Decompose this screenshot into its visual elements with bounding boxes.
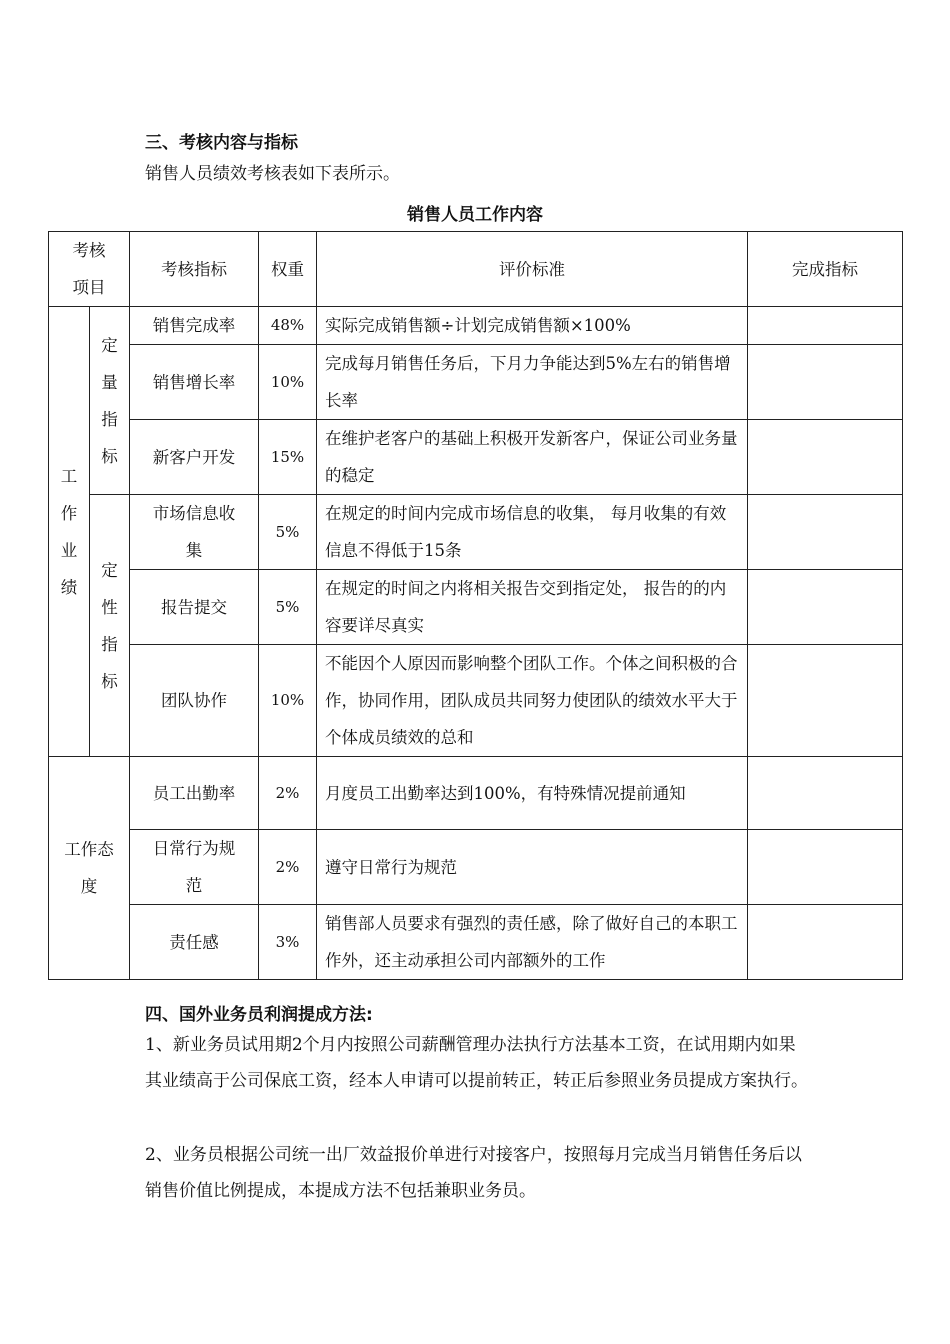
group-work-performance xyxy=(49,307,90,757)
subgroup-quantitative xyxy=(90,307,130,495)
criteria-cell: 在维护老客户的基础上积极开发新客户，保证公司业务量的稳定 xyxy=(317,420,748,495)
section-3-title: 三、考核内容与指标 xyxy=(145,133,298,153)
section-3-intro: 销售人员绩效考核表如下表所示。 xyxy=(145,164,400,184)
table-row xyxy=(49,570,903,645)
criteria-cell: 不能因个人原因而影响整个团队工作。个体之间积极的合作，协同作用，团队成员共同努力使团队的绩效水平大于个体成员绩效的总和 xyxy=(317,645,748,757)
indicator-line1: 日常行为规 xyxy=(152,839,236,858)
indicator-line2: 集 xyxy=(185,541,203,560)
group-work-attitude xyxy=(49,757,130,980)
criteria-cell: 完成每月销售任务后，下月力争能达到5%左右的销售增长率 xyxy=(317,345,748,420)
header-criteria: 评价标准 xyxy=(317,232,748,307)
table-header-row xyxy=(49,232,903,307)
header-item-line2: 项目 xyxy=(72,278,106,297)
completion-cell[interactable] xyxy=(748,420,903,495)
section-4-paragraph-2: 2、业务员根据公司统一出厂效益报价单进行对接客户，按照每月完成当月销售任务后以销售价值比例提成，本提成方法不包括兼职业务员。 xyxy=(145,1145,802,1201)
indicator-cell: 销售增长率 xyxy=(130,345,259,420)
completion-cell[interactable] xyxy=(748,905,903,980)
indicator-line2: 范 xyxy=(185,876,203,895)
criteria-cell: 实际完成销售额÷计划完成销售额×100% xyxy=(317,307,748,345)
completion-cell[interactable] xyxy=(748,570,903,645)
weight-cell: 48% xyxy=(259,307,317,345)
table-row xyxy=(49,757,903,830)
completion-cell[interactable] xyxy=(748,645,903,757)
group-work-label: 工作业绩 xyxy=(60,466,78,597)
weight-cell: 2% xyxy=(259,830,317,905)
header-indicator: 考核指标 xyxy=(130,232,259,307)
subgroup-qualitative xyxy=(90,495,130,757)
table-row xyxy=(49,830,903,905)
header-assessment-item xyxy=(49,232,130,307)
table-row xyxy=(49,905,903,980)
completion-cell[interactable] xyxy=(748,830,903,905)
indicator-cell: 责任感 xyxy=(130,905,259,980)
completion-cell[interactable] xyxy=(748,307,903,345)
weight-cell: 2% xyxy=(259,757,317,830)
indicator-cell: 员工出勤率 xyxy=(130,757,259,830)
indicator-cell: 报告提交 xyxy=(130,570,259,645)
header-item-line1: 考核 xyxy=(72,241,106,260)
indicator-line1: 市场信息收 xyxy=(152,504,236,523)
group-attitude-line1: 工作态 xyxy=(64,840,114,859)
indicator-cell xyxy=(130,495,259,570)
criteria-cell: 销售部人员要求有强烈的责任感，除了做好自己的本职工作外，还主动承担公司内部额外的工作 xyxy=(317,905,748,980)
table-row xyxy=(49,420,903,495)
criteria-cell: 月度员工出勤率达到100%，有特殊情况提前通知 xyxy=(317,757,748,830)
subgroup-qual-label: 定性指标 xyxy=(101,560,118,691)
header-weight: 权重 xyxy=(259,232,317,307)
group-attitude-line2: 度 xyxy=(80,877,98,896)
criteria-cell: 遵守日常行为规范 xyxy=(317,830,748,905)
criteria-cell: 在规定的时间内完成市场信息的收集， 每月收集的有效信息不得低于15条 xyxy=(317,495,748,570)
completion-cell[interactable] xyxy=(748,757,903,830)
header-completion: 完成指标 xyxy=(748,232,903,307)
indicator-cell xyxy=(130,830,259,905)
section-4-paragraph-1: 1、新业务员试用期2个月内按照公司薪酬管理办法执行方法基本工资，在试用期内如果其业绩高于公司保底工资，经本人申请可以提前转正，转正后参照业务员提成方案执行。 xyxy=(145,1035,808,1091)
completion-cell[interactable] xyxy=(748,495,903,570)
subgroup-quant-label: 定量指标 xyxy=(101,335,118,466)
table-row xyxy=(49,345,903,420)
weight-cell: 5% xyxy=(259,495,317,570)
section-4-title: 四、国外业务员利润提成方法: xyxy=(145,1005,373,1025)
indicator-cell: 销售完成率 xyxy=(130,307,259,345)
criteria-cell: 在规定的时间之内将相关报告交到指定处， 报告的的内容要详尽真实 xyxy=(317,570,748,645)
indicator-cell: 团队协作 xyxy=(130,645,259,757)
weight-cell: 15% xyxy=(259,420,317,495)
weight-cell: 10% xyxy=(259,345,317,420)
weight-cell: 3% xyxy=(259,905,317,980)
table-row xyxy=(49,645,903,757)
assessment-table xyxy=(48,231,903,980)
table-row xyxy=(49,307,903,345)
table-row xyxy=(49,495,903,570)
completion-cell[interactable] xyxy=(748,345,903,420)
indicator-cell: 新客户开发 xyxy=(130,420,259,495)
weight-cell: 10% xyxy=(259,645,317,757)
table-caption: 销售人员工作内容 xyxy=(407,205,543,225)
weight-cell: 5% xyxy=(259,570,317,645)
